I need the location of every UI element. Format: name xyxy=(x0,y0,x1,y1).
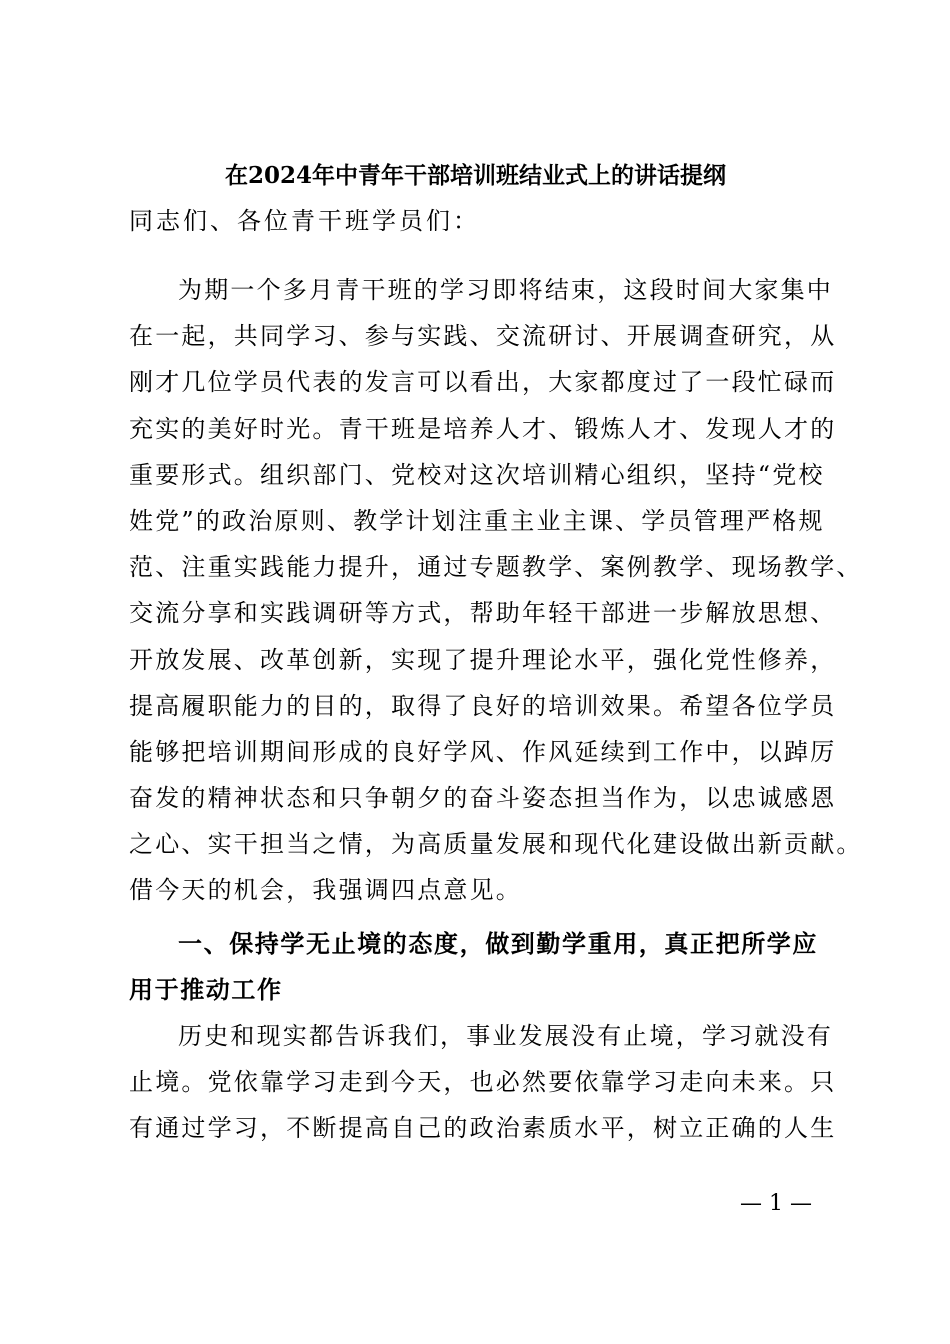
text-line: 为期一个多月青干班的学习即将结束，这段时间大家集中 xyxy=(178,276,833,304)
text-line: 能够把培训期间形成的良好学风、作风延续到工作中，以踔厉 xyxy=(129,737,837,766)
text-line: 止境。党依靠学习走到今天，也必然要依靠学习走向未来。只 xyxy=(129,1068,837,1097)
text-line: 刚才几位学员代表的发言可以看出，大家都度过了一段忙碌而 xyxy=(129,368,837,397)
section-heading-1 xyxy=(129,921,839,1013)
text-line: 姓党”的政治原则、教学计划注重主业主课、学员管理严格规 xyxy=(129,506,825,535)
text-line: 提高履职能力的目的，取得了良好的培训效果。希望各位学员 xyxy=(129,691,837,720)
text-line: 交流分享和实践调研等方式，帮助年轻干部进一步解放思想、 xyxy=(129,599,837,628)
document-title: 在2024年中青年干部培训班结业式上的讲话提纲 xyxy=(224,162,726,189)
text-line: 重要形式。组织部门、党校对这次培训精心组织，坚持“党校 xyxy=(129,460,825,489)
text-line: 借今天的机会，我强调四点意见。 xyxy=(129,876,522,905)
paragraph-intro xyxy=(129,267,863,914)
page-number: — 1 — xyxy=(740,1191,812,1216)
text-line: 之心、实干担当之情，为高质量发展和现代化建设做出新贡献。 xyxy=(129,830,863,859)
heading-line: 用于推动工作 xyxy=(129,976,283,1005)
text-line: 充实的美好时光。青干班是培养人才、锻炼人才、发现人才的 xyxy=(129,414,837,443)
salutation: 同志们、各位青干班学员们： xyxy=(129,207,480,235)
text-line: 历史和现实都告诉我们，事业发展没有止境，学习就没有 xyxy=(178,1022,833,1050)
text-line: 范、注重实践能力提升，通过专题教学、案例教学、现场教学、 xyxy=(129,553,863,582)
text-line: 在一起，共同学习、参与实践、交流研讨、开展调查研究，从 xyxy=(129,322,837,351)
heading-line: 一、保持学无止境的态度，做到勤学重用，真正把所学应 xyxy=(178,930,818,958)
text-line: 开放发展、改革创新，实现了提升理论水平，强化党性修养， xyxy=(129,645,837,674)
text-line: 奋发的精神状态和只争朝夕的奋斗姿态担当作为，以忠诚感恩 xyxy=(129,784,837,813)
paragraph-section-1 xyxy=(129,1013,839,1152)
text-line: 有通过学习，不断提高自己的政治素质水平，树立正确的人生 xyxy=(129,1114,837,1143)
